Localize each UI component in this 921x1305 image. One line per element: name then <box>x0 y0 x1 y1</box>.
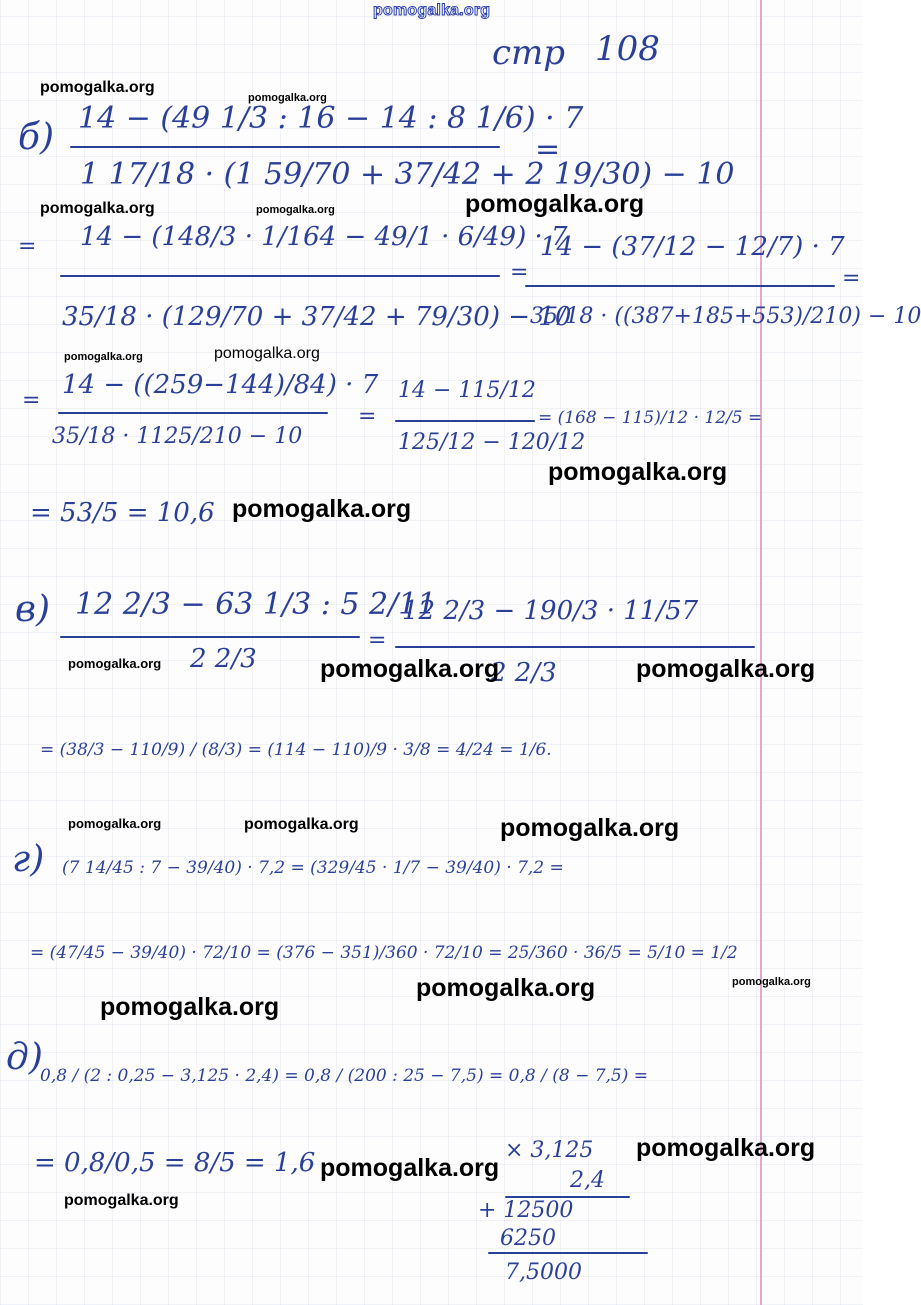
v-line1-numerator-b: 12 2/3 − 190/3 · 11/57 <box>402 596 699 626</box>
label-b: б) <box>18 117 55 158</box>
b-line1-rule <box>70 146 500 148</box>
equals-sign: = <box>368 628 387 653</box>
column-row-2: 2,4 <box>570 1168 605 1193</box>
b-line1-denominator: 1 17/18 · (1 59/70 + 37/42 + 2 19/30) − 10 <box>80 157 735 192</box>
b-line3-denominator-a: 35/18 · 1125/210 − 10 <box>52 424 303 449</box>
d-line2: = 0,8/0,5 = 8/5 = 1,6 <box>34 1148 316 1178</box>
watermark: pomogalka.org <box>256 204 335 216</box>
watermark: pomogalka.org <box>214 345 320 362</box>
v-line1-rule-b <box>395 646 755 648</box>
column-row-4: 6250 <box>500 1226 556 1251</box>
label-d: д) <box>6 1037 43 1078</box>
b-line2-denominator-a: 35/18 · (129/70 + 37/42 + 79/30) − 10 <box>62 302 572 332</box>
v-line2: = (38/3 − 110/9) / (8/3) = (114 − 110)/9 · 3/8 = 4/24 = 1/6. <box>40 740 552 760</box>
equals-sign: = <box>22 388 41 413</box>
watermark: pomogalka.org <box>232 495 412 523</box>
b-line3-rule-b <box>395 420 535 422</box>
b-line1-numerator: 14 − (49 1/3 : 16 − 14 : 8 1/6) · 7 <box>78 101 584 136</box>
watermark: pomogalka.org <box>244 816 359 833</box>
top-watermark: pomogalka.org <box>373 2 491 19</box>
watermark: pomogalka.org <box>465 190 645 218</box>
watermark: pomogalka.org <box>64 351 143 363</box>
watermark: pomogalka.org <box>248 92 327 104</box>
d-line1: 0,8 / (2 : 0,25 − 3,125 · 2,4) = 0,8 / (200 : 25 − 7,5) = 0,8 / (8 − 7,5) = <box>40 1066 649 1086</box>
page-word: стр <box>492 33 566 73</box>
b-line2-rule-b <box>525 285 835 287</box>
watermark: pomogalka.org <box>320 1154 500 1182</box>
b-line2-rule-a <box>60 275 500 277</box>
equals-sign: = <box>842 266 861 291</box>
watermark: pomogalka.org <box>100 993 280 1021</box>
equals-sign: = <box>510 260 529 285</box>
watermark: pomogalka.org <box>40 79 155 96</box>
b-line3-denominator-b: 125/12 − 120/12 <box>398 430 586 455</box>
watermark: pomogalka.org <box>548 458 728 486</box>
column-row-1: × 3,125 <box>505 1138 594 1163</box>
b-line3-rule-a <box>58 412 328 414</box>
column-row-3: + 12500 <box>478 1198 574 1223</box>
v-line1-rule <box>60 636 360 638</box>
v-line1-denominator-b: 2 2/3 <box>490 658 557 688</box>
watermark: pomogalka.org <box>636 655 816 683</box>
watermark: pomogalka.org <box>320 655 500 683</box>
watermark: pomogalka.org <box>732 976 811 988</box>
b-result: = 53/5 = 10,6 <box>30 498 215 528</box>
b-line3-numerator-a: 14 − ((259−144)/84) · 7 <box>62 370 379 400</box>
watermark: pomogalka.org <box>68 656 162 671</box>
watermark: pomogalka.org <box>64 1192 179 1209</box>
watermark: pomogalka.org <box>636 1134 816 1162</box>
equals-sign: = <box>358 404 377 429</box>
b-line2-numerator-b: 14 − (37/12 − 12/7) · 7 <box>540 232 845 262</box>
label-v: в) <box>15 589 50 630</box>
equals-sign: = <box>535 132 561 167</box>
v-line1-denominator: 2 2/3 <box>190 644 257 674</box>
watermark: pomogalka.org <box>500 814 680 842</box>
b-line2-numerator-a: 14 − (148/3 · 1/164 − 49/1 · 6/49) · 7 <box>80 222 568 252</box>
watermark: pomogalka.org <box>40 200 155 217</box>
label-g: г) <box>12 839 45 880</box>
margin-line <box>760 0 762 1305</box>
b-line3-numerator-b: 14 − 115/12 <box>398 378 536 403</box>
b-line3-tail: = (168 − 115)/12 · 12/5 = <box>538 408 763 428</box>
column-row-5: 7,5000 <box>505 1260 582 1285</box>
watermark: pomogalka.org <box>416 974 596 1002</box>
watermark: pomogalka.org <box>68 816 162 831</box>
b-line2-denominator-b: 35/18 · ((387+185+553)/210) − 10 <box>530 304 921 329</box>
equals-sign: = <box>18 234 37 259</box>
g-line1: (7 14/45 : 7 − 39/40) · 7,2 = (329/45 · 1/7 − 39/40) · 7,2 = <box>62 858 564 878</box>
g-line2: = (47/45 − 39/40) · 72/10 = (376 − 351)/360 · 72/10 = 25/360 · 36/5 = 5/10 = 1/2 <box>30 943 738 963</box>
page-number: 108 <box>595 29 660 69</box>
column-rule-2 <box>488 1252 648 1254</box>
v-line1-numerator: 12 2/3 − 63 1/3 : 5 2/11 <box>75 587 437 622</box>
